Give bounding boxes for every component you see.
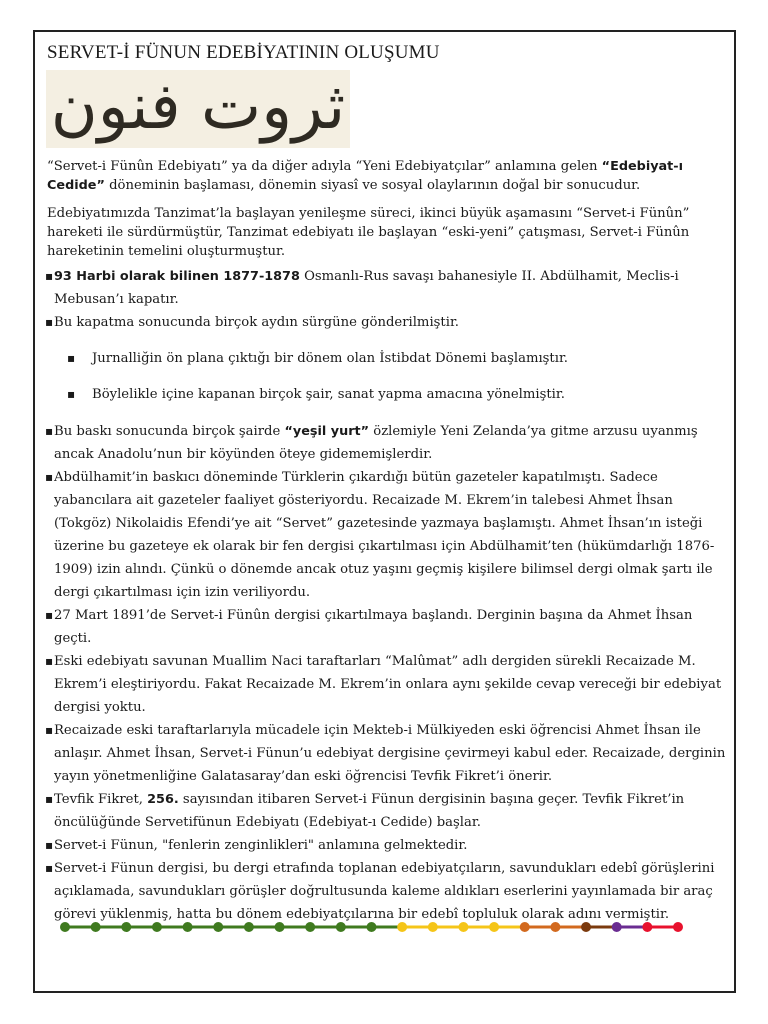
list-item-1	[45, 265, 729, 311]
list-item-3	[45, 420, 729, 466]
decorative-timeline	[58, 918, 688, 938]
timeline-dot	[428, 922, 438, 932]
timeline-dot	[91, 922, 101, 932]
intro-bold-term: “Edebiyat-ı Cedide”	[47, 159, 684, 193]
timeline-dot	[397, 922, 407, 932]
timeline-dot	[520, 922, 530, 932]
list-item-bold: 256.	[147, 791, 179, 807]
list-item-bold: 93 Harbi olarak bilinen 1877-1878	[54, 269, 300, 284]
list-item-7: ▪ Recaizade eski taraftarlarıyla mücadele için Mekteb-i Mülkiyeden eski öğrencisi Ahmet İhsan ile anlaşır. Ahmet İhsan, Servet-i Fünun’u edebiyat dergisine çevirmeyi kabul eder. Recaizade, derginin yayın yönetmenliğine Galatasaray’dan eski öğrencisi Tevfik Fikret’i önerir.	[45, 719, 729, 788]
list-item-2: ▪ Bu kapatma sonucunda birçok aydın sürgüne gönderilmiştir.	[45, 311, 729, 334]
timeline-dot	[458, 922, 468, 932]
list-item-text: Bu baskı sonucunda birçok şairde	[54, 423, 285, 439]
list-item-text: Tevfik Fikret,	[54, 791, 148, 807]
timeline-dot	[275, 922, 285, 932]
timeline-dot	[673, 922, 683, 932]
list-item-9: ▪ Servet-i Fünun, "fenlerin zenginlikleri" anlamına gelmektedir.	[45, 834, 729, 857]
timeline-dot	[152, 922, 162, 932]
intro-paragraph-2: Edebiyatımızda Tanzimat’la başlayan yenileşme süreci, ikinci büyük aşamasını “Servet-i Fünûn” hareketi ile sürdürmüştür, Tanzimat edebiyatı ile başlayan “eski-yeni” çatışması, Servet-i Fünûn hareketinin temelini oluşturmuştur.	[47, 206, 690, 259]
timeline-dot	[612, 922, 622, 932]
timeline-dot	[60, 922, 70, 932]
list-item-text: sayısından itibaren Servet-i Fünun dergisinin başına geçer. Tevfik Fikret’in öncülüğünde Servetifünun Edebiyatı (Edebiyat-ı Cedide) başlar.	[54, 791, 685, 830]
calligraphy-image	[46, 70, 350, 148]
timeline-dot	[642, 922, 652, 932]
page-title: SERVET-İ FÜNUN EDEBİYATININ OLUŞUMU	[47, 42, 440, 63]
timeline-dot	[336, 922, 346, 932]
list-item-6: ▪ Eski edebiyatı savunan Muallim Naci taraftarları “Malûmat” adlı dergiden sürekli Recaizade M. Ekrem’i eleştiriyordu. Fakat Recaizade M. Ekrem’in onlara aynı şekilde cevap vereceği bir edebiyat dergisi yoktu.	[45, 650, 729, 719]
list-item-bold: “yeşil yurt”	[284, 423, 370, 439]
timeline-dot	[367, 922, 377, 932]
list-item-text: özlemiyle Yeni Zelanda’ya gitme arzusu uyanmış ancak Anadolu’nun bir köyünden öteye gidememişlerdir.	[54, 423, 698, 462]
timeline-dot	[121, 922, 131, 932]
intro-text-b: döneminin başlaması, dönemin siyasî ve sosyal olaylarının doğal bir sonucudur.	[104, 178, 641, 193]
timeline-dot	[244, 922, 254, 932]
intro-text-a: “Servet-i Fünûn Edebiyatı” ya da diğer adıyla “Yeni Edebiyatçılar” anlamına gelen	[47, 159, 602, 174]
timeline-dot	[489, 922, 499, 932]
intro-paragraph-1	[47, 157, 727, 195]
list-item-5: ▪ 27 Mart 1891’de Servet-i Fünûn dergisi çıkartılmaya başlandı. Derginin başına da Ahmet İhsan geçti.	[45, 604, 729, 650]
sub-item-1: ▪ Jurnalliğin ön plana çıktığı bir dönem olan İstibdat Dönemi başlamıştır.	[45, 347, 729, 370]
timeline-dot	[183, 922, 193, 932]
timeline-dot	[305, 922, 315, 932]
bullet-list	[45, 265, 729, 926]
list-item-text: Osmanlı-Rus savaşı bahanesiyle II. Abdülhamit, Meclis-i Mebusan’ı kapatır.	[54, 269, 679, 307]
timeline-dot	[581, 922, 591, 932]
timeline-dot	[213, 922, 223, 932]
list-item-4: ▪ Abdülhamit’in baskıcı döneminde Türklerin çıkardığı bütün gazeteler kapatılmıştı. Sadece yabancılara ait gazeteler faaliyet gösteriyordu. Recaizade M. Ekrem’in talebesi Ahmet İhsan (Tokgöz) Nikolaidis Efendi’ye ait “Servet” gazetesinde yazmaya başlamıştı. Ahmet İhsan’ın isteği üzerine bu gazeteye ek olarak bir fen dergisi çıkartılması için Abdülhamit’ten (hükümdarlığı 1876- 1909) izin alındı. Çünkü o dönemde ancak otuz yaşını geçmiş kişilere bilimsel dergi olmak şartı ile dergi çıkartılması için izin veriliyordu.	[45, 466, 729, 604]
list-item-8	[45, 788, 729, 834]
calligraphy-text: ثروت فنون	[50, 70, 346, 144]
timeline-dot	[550, 922, 560, 932]
sub-item-2: ▪ Böylelikle içine kapanan birçok şair, sanat yapma amacına yönelmiştir.	[45, 383, 729, 406]
list-item-10: ▪ Servet-i Fünun dergisi, bu dergi etrafında toplanan edebiyatçıların, savundukları edebî görüşlerini açıklamada, savundukları görüşler doğrultusunda kaleme aldıkları eserlerini yayınlamada bir araç görevi yüklenmiş, hatta bu dönem edebiyatçılarına bir edebî topluluk olarak adını vermiştir.	[45, 857, 729, 926]
